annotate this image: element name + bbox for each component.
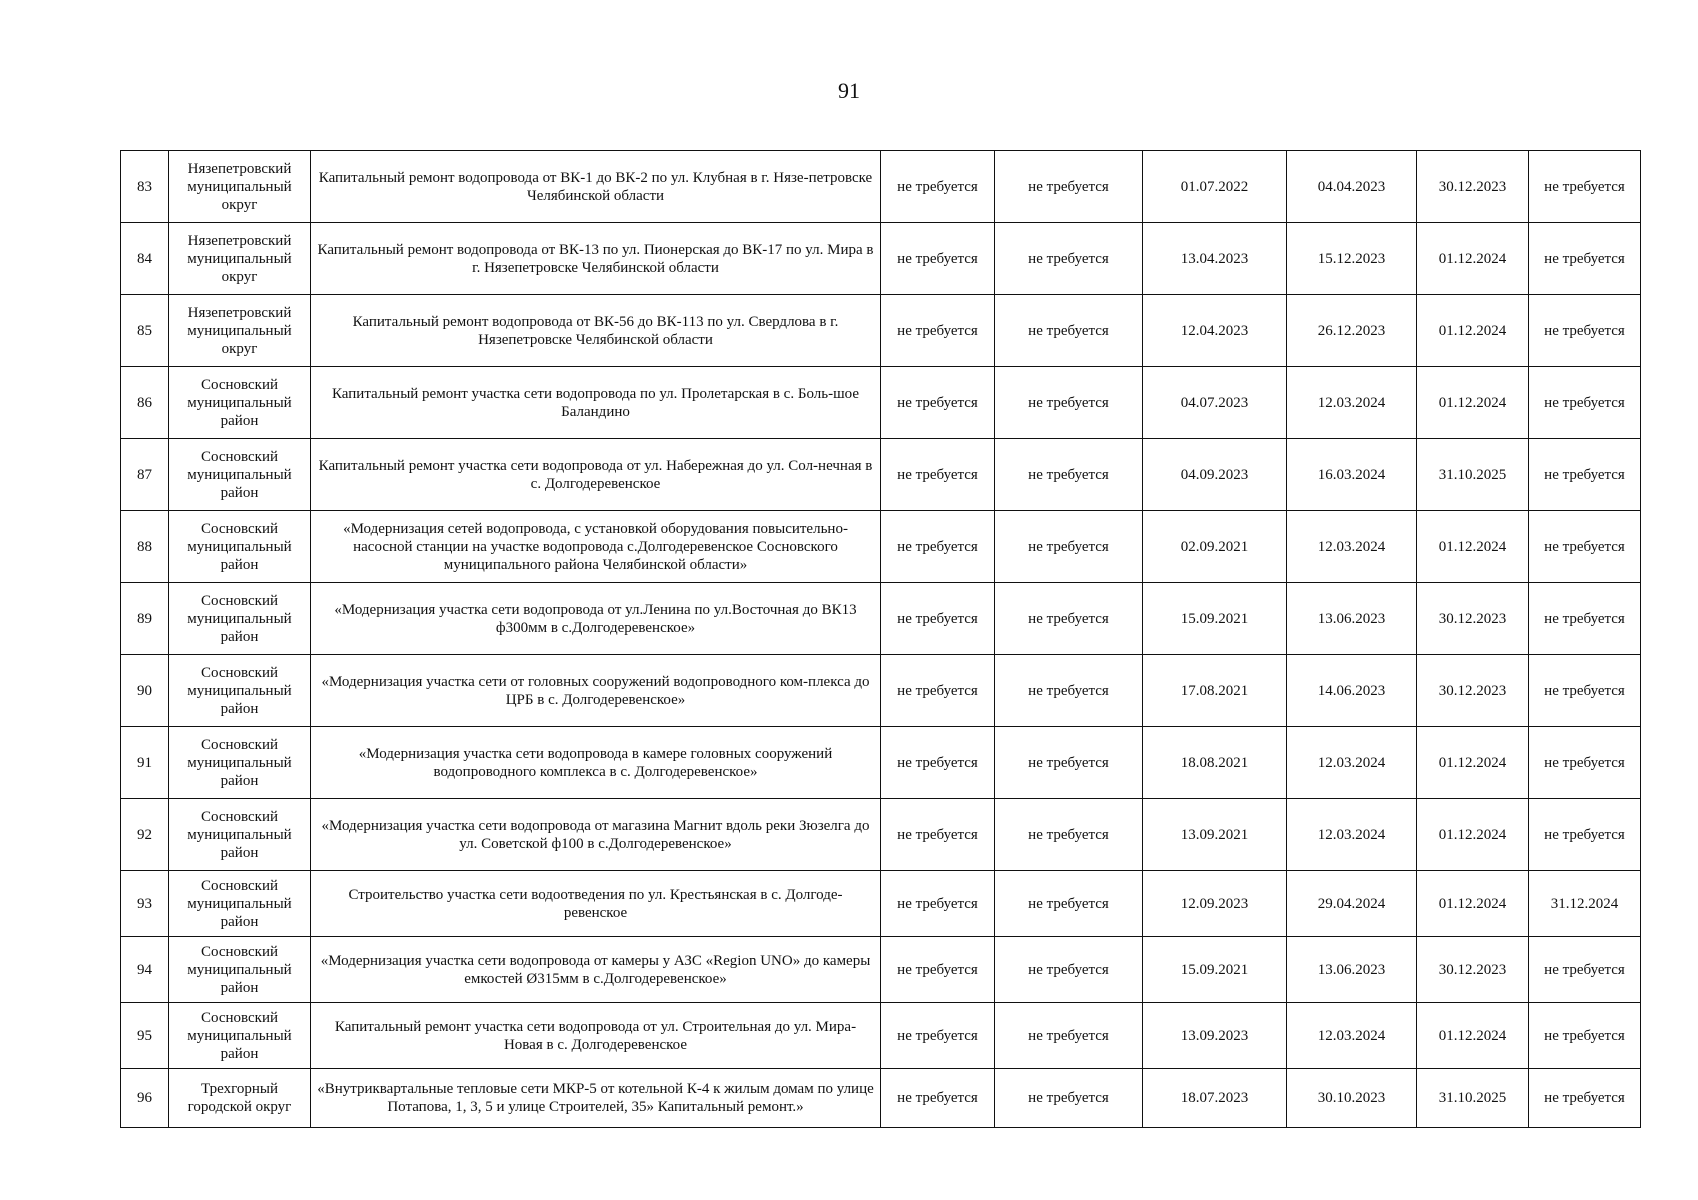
municipality-cell: Сосновский муниципальный район — [169, 727, 311, 799]
table-row — [121, 223, 1641, 295]
status-cell: не требуется — [995, 799, 1143, 871]
date-cell: 30.10.2023 — [1287, 1069, 1417, 1128]
municipality-cell: Трехгорный городской округ — [169, 1069, 311, 1128]
date-cell: 30.12.2023 — [1417, 583, 1529, 655]
row-number: 89 — [121, 583, 169, 655]
status-cell: не требуется — [881, 1003, 995, 1069]
description-cell: «Модернизация участка сети водопровода от камеры у АЗС «Region UNO» до камеры емкостей Ø315мм в с.Долгодеревенское» — [311, 937, 881, 1003]
description-cell: «Модернизация участка сети водопровода в камере головных сооружений водопроводного комплекса в с. Долгодеревенское» — [311, 727, 881, 799]
date-cell: 31.12.2024 — [1529, 871, 1641, 937]
municipality-cell: Сосновский муниципальный район — [169, 655, 311, 727]
status-cell: не требуется — [881, 871, 995, 937]
page-number: 91 — [838, 78, 860, 103]
date-cell: 13.06.2023 — [1287, 937, 1417, 1003]
row-number: 83 — [121, 151, 169, 223]
projects-table — [120, 150, 1641, 1128]
date-cell: 15.12.2023 — [1287, 223, 1417, 295]
status-cell: не требуется — [1529, 511, 1641, 583]
description-cell: Капитальный ремонт участка сети водопровода по ул. Пролетарская в с. Боль-шое Баландино — [311, 367, 881, 439]
date-cell: 18.08.2021 — [1143, 727, 1287, 799]
municipality-cell: Сосновский муниципальный район — [169, 439, 311, 511]
date-cell: 01.07.2022 — [1143, 151, 1287, 223]
table-row — [121, 439, 1641, 511]
description-cell: Капитальный ремонт водопровода от ВК-13 по ул. Пионерская до ВК-17 по ул. Мира в г. Нязепетровске Челябинской области — [311, 223, 881, 295]
row-number: 86 — [121, 367, 169, 439]
table-row — [121, 799, 1641, 871]
date-cell: 12.03.2024 — [1287, 367, 1417, 439]
status-cell: не требуется — [995, 937, 1143, 1003]
description-cell: Капитальный ремонт участка сети водопровода от ул. Набережная до ул. Сол-нечная в с. Долгодеревенское — [311, 439, 881, 511]
status-cell: не требуется — [1529, 367, 1641, 439]
status-cell: не требуется — [881, 151, 995, 223]
status-cell: не требуется — [995, 871, 1143, 937]
table-row — [121, 583, 1641, 655]
date-cell: 02.09.2021 — [1143, 511, 1287, 583]
description-cell: «Модернизация участка сети водопровода от магазина Магнит вдоль реки Зюзелга до ул. Советской ф100 в с.Долгодеревенское» — [311, 799, 881, 871]
municipality-cell: Сосновский муниципальный район — [169, 937, 311, 1003]
date-cell: 12.03.2024 — [1287, 727, 1417, 799]
status-cell: не требуется — [881, 1069, 995, 1128]
date-cell: 15.09.2021 — [1143, 583, 1287, 655]
table-row — [121, 937, 1641, 1003]
row-number: 91 — [121, 727, 169, 799]
date-cell: 12.03.2024 — [1287, 799, 1417, 871]
row-number: 90 — [121, 655, 169, 727]
description-cell: «Модернизация сетей водопровода, с установкой оборудования повысительно-насосной станции на участке водопровода с.Долгодеревенское Сосновского муниципального района Челябинской области» — [311, 511, 881, 583]
status-cell: не требуется — [995, 223, 1143, 295]
status-cell: не требуется — [995, 367, 1143, 439]
table-row — [121, 151, 1641, 223]
row-number: 88 — [121, 511, 169, 583]
status-cell: не требуется — [995, 295, 1143, 367]
row-number: 84 — [121, 223, 169, 295]
date-cell: 01.12.2024 — [1417, 367, 1529, 439]
date-cell: 26.12.2023 — [1287, 295, 1417, 367]
municipality-cell: Сосновский муниципальный район — [169, 1003, 311, 1069]
status-cell: не требуется — [995, 655, 1143, 727]
date-cell: 12.03.2024 — [1287, 1003, 1417, 1069]
status-cell: не требуется — [881, 655, 995, 727]
status-cell: не требуется — [881, 367, 995, 439]
municipality-cell: Сосновский муниципальный район — [169, 367, 311, 439]
status-cell: не требуется — [881, 727, 995, 799]
status-cell: не требуется — [881, 937, 995, 1003]
status-cell: не требуется — [995, 439, 1143, 511]
status-cell: не требуется — [1529, 727, 1641, 799]
status-cell: не требуется — [1529, 937, 1641, 1003]
status-cell: не требуется — [1529, 1069, 1641, 1128]
date-cell: 30.12.2023 — [1417, 151, 1529, 223]
status-cell: не требуется — [1529, 151, 1641, 223]
municipality-cell: Сосновский муниципальный район — [169, 871, 311, 937]
status-cell: не требуется — [1529, 583, 1641, 655]
date-cell: 04.09.2023 — [1143, 439, 1287, 511]
status-cell: не требуется — [995, 583, 1143, 655]
description-cell: Капитальный ремонт водопровода от ВК-1 до ВК-2 по ул. Клубная в г. Нязе-петровске Челябинской области — [311, 151, 881, 223]
municipality-cell: Нязепетровский муниципальный округ — [169, 151, 311, 223]
description-cell: Строительство участка сети водоотведения по ул. Крестьянская в с. Долгоде-ревенское — [311, 871, 881, 937]
date-cell: 31.10.2025 — [1417, 1069, 1529, 1128]
municipality-cell: Нязепетровский муниципальный округ — [169, 295, 311, 367]
row-number: 92 — [121, 799, 169, 871]
status-cell: не требуется — [881, 799, 995, 871]
date-cell: 01.12.2024 — [1417, 223, 1529, 295]
status-cell: не требуется — [881, 583, 995, 655]
table-row — [121, 1003, 1641, 1069]
row-number: 94 — [121, 937, 169, 1003]
status-cell: не требуется — [881, 223, 995, 295]
status-cell: не требуется — [881, 439, 995, 511]
date-cell: 13.09.2023 — [1143, 1003, 1287, 1069]
table-row — [121, 295, 1641, 367]
status-cell: не требуется — [995, 151, 1143, 223]
status-cell: не требуется — [1529, 439, 1641, 511]
date-cell: 04.04.2023 — [1287, 151, 1417, 223]
table-row — [121, 727, 1641, 799]
description-cell: Капитальный ремонт участка сети водопровода от ул. Строительная до ул. Мира-Новая в с. Долгодеревенское — [311, 1003, 881, 1069]
date-cell: 31.10.2025 — [1417, 439, 1529, 511]
status-cell: не требуется — [1529, 295, 1641, 367]
date-cell: 12.04.2023 — [1143, 295, 1287, 367]
date-cell: 04.07.2023 — [1143, 367, 1287, 439]
row-number: 87 — [121, 439, 169, 511]
date-cell: 01.12.2024 — [1417, 295, 1529, 367]
status-cell: не требуется — [995, 511, 1143, 583]
row-number: 96 — [121, 1069, 169, 1128]
description-cell: «Внутриквартальные тепловые сети МКР-5 от котельной К-4 к жилым домам по улице Потапова, 1, 3, 5 и улице Строителей, 35» Капитальный ремонт.» — [311, 1069, 881, 1128]
date-cell: 15.09.2021 — [1143, 937, 1287, 1003]
row-number: 85 — [121, 295, 169, 367]
table-row — [121, 871, 1641, 937]
date-cell: 17.08.2021 — [1143, 655, 1287, 727]
date-cell: 29.04.2024 — [1287, 871, 1417, 937]
municipality-cell: Сосновский муниципальный район — [169, 583, 311, 655]
row-number: 95 — [121, 1003, 169, 1069]
status-cell: не требуется — [1529, 223, 1641, 295]
municipality-cell: Нязепетровский муниципальный округ — [169, 223, 311, 295]
status-cell: не требуется — [995, 727, 1143, 799]
status-cell: не требуется — [1529, 1003, 1641, 1069]
status-cell: не требуется — [995, 1003, 1143, 1069]
status-cell: не требуется — [1529, 655, 1641, 727]
status-cell: не требуется — [881, 295, 995, 367]
date-cell: 13.06.2023 — [1287, 583, 1417, 655]
municipality-cell: Сосновский муниципальный район — [169, 799, 311, 871]
date-cell: 01.12.2024 — [1417, 511, 1529, 583]
date-cell: 12.03.2024 — [1287, 511, 1417, 583]
table-row — [121, 511, 1641, 583]
description-cell: Капитальный ремонт водопровода от ВК-56 до ВК-113 по ул. Свердлова в г. Нязепетровске Челябинской области — [311, 295, 881, 367]
description-cell: «Модернизация участка сети водопровода от ул.Ленина по ул.Восточная до ВК13 ф300мм в с.Долгодеревенское» — [311, 583, 881, 655]
description-cell: «Модернизация участка сети от головных сооружений водопроводного ком-плекса до ЦРБ в с. Долгодеревенское» — [311, 655, 881, 727]
table-row — [121, 1069, 1641, 1128]
date-cell: 13.04.2023 — [1143, 223, 1287, 295]
date-cell: 01.12.2024 — [1417, 799, 1529, 871]
date-cell: 12.09.2023 — [1143, 871, 1287, 937]
date-cell: 14.06.2023 — [1287, 655, 1417, 727]
status-cell: не требуется — [995, 1069, 1143, 1128]
date-cell: 30.12.2023 — [1417, 937, 1529, 1003]
date-cell: 01.12.2024 — [1417, 727, 1529, 799]
table-row — [121, 367, 1641, 439]
date-cell: 16.03.2024 — [1287, 439, 1417, 511]
date-cell: 13.09.2021 — [1143, 799, 1287, 871]
status-cell: не требуется — [881, 511, 995, 583]
status-cell: не требуется — [1529, 799, 1641, 871]
table-row — [121, 655, 1641, 727]
row-number: 93 — [121, 871, 169, 937]
date-cell: 30.12.2023 — [1417, 655, 1529, 727]
date-cell: 18.07.2023 — [1143, 1069, 1287, 1128]
date-cell: 01.12.2024 — [1417, 871, 1529, 937]
municipality-cell: Сосновский муниципальный район — [169, 511, 311, 583]
date-cell: 01.12.2024 — [1417, 1003, 1529, 1069]
